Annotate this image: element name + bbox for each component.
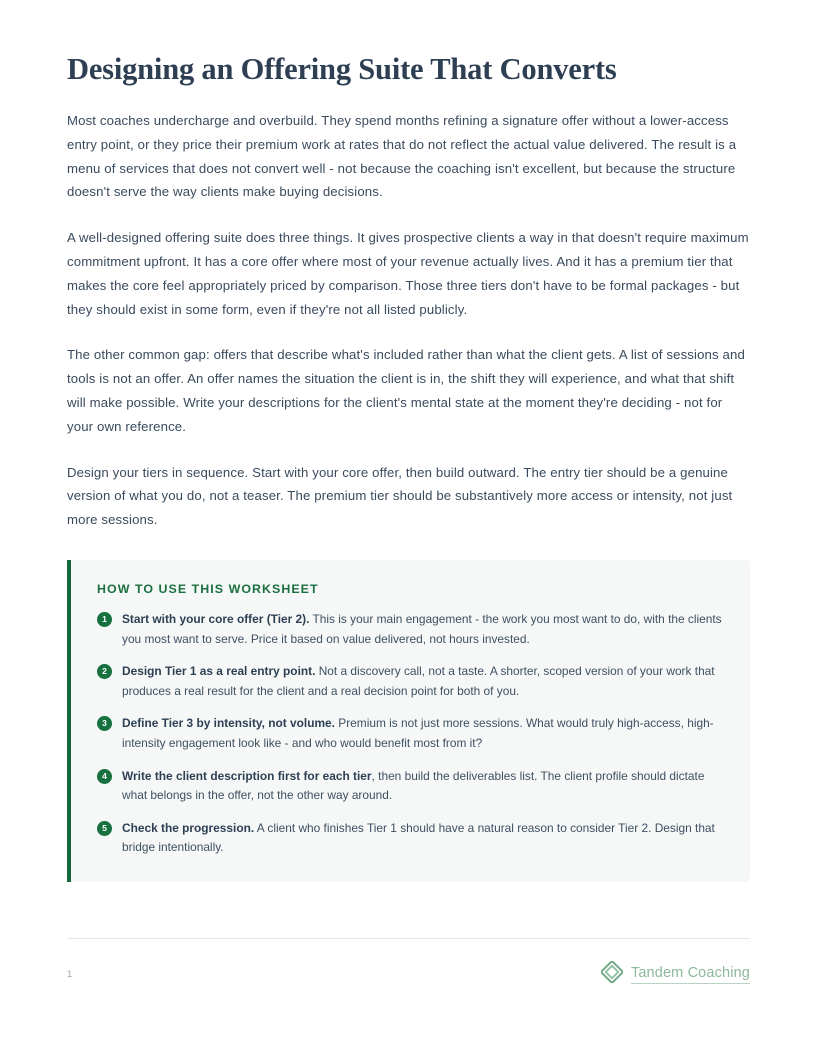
brand-name: Tandem Coaching [631,965,750,984]
callout-heading: HOW TO USE THIS WORKSHEET [97,582,319,597]
footer-row [67,961,750,988]
body-paragraph-1: Most coaches undercharge and overbuild. They spend months refining a signature offer without a lower-access entry point, or they price their premium work at rates that do not reflect the actual value delivered. The result is a menu of services that does not convert well - not because the coaching isn't excellent, but because the structure doesn't serve the way clients make buying decisions. [67,113,737,200]
list-item [97,819,722,858]
step-number-badge: 5 [97,821,112,836]
worksheet-callout [67,560,750,882]
body-paragraph-2: A well-designed offering suite does three things. It gives prospective clients a way in that doesn't require maximum commitment upfront. It has a core offer where most of your revenue actually lives. And it has a premium tier that makes the core feel appropriately priced by comparison. Those three tiers don't have to be formal packages - but they should exist in some form, even if they're not all listed publicly. [67,230,749,317]
list-item [97,662,722,701]
brand-logo [601,961,750,988]
document-content [67,52,750,882]
step-lead-text: Define Tier 3 by intensity, not volume. [122,716,335,731]
page-title: Designing an Offering Suite That Converts [67,52,617,86]
callout-step-list [97,610,722,858]
footer-divider [67,938,750,939]
body-paragraph-3: The other common gap: offers that describe what's included rather than what the client gets. A list of sessions and tools is not an offer. An offer names the situation the client is in, the shift they will experience, and what that shift will make possible. Write your descriptions for the client's mental state at the moment they're deciding - not for your own reference. [67,347,745,434]
body-paragraph-4: Design your tiers in sequence. Start with your core offer, then build outward. The entry tier should be a genuine version of what you do, not a teaser. The premium tier should be substantively more access or intensity, not just more sessions. [67,464,733,528]
list-item [97,767,722,806]
step-number-badge: 4 [97,769,112,784]
step-number-badge: 1 [97,612,112,627]
list-item [97,610,722,649]
step-number-badge: 2 [97,664,112,679]
list-item [97,714,722,753]
step-body-text: A client who finishes Tier 1 should have a natural reason to consider Tier 2. Design that bridge intentionally. [122,820,715,855]
page-number: 1 [67,969,73,980]
step-lead-text: Write the client description first for each tier [122,768,372,783]
page-footer [67,938,750,988]
step-number-badge: 3 [97,716,112,731]
step-lead-text: Design Tier 1 as a real entry point. [122,664,316,679]
diamond-logo-icon [601,961,623,988]
step-body-text: This is your main engagement - the work you most want to do, with the clients you most want to serve. Price it based on value delivered, not hours invested. [122,612,722,646]
step-body-text: Premium is not just more sessions. What would truly high-access, high-intensity engagement look like - and who would benefit most from it? [122,716,714,750]
step-body-text: Not a discovery call, not a taste. A shorter, scoped version of your work that produces a real result for the client and a real decision point for both of you. [122,664,715,698]
step-lead-text: Start with your core offer (Tier 2). [122,612,310,627]
step-body-text: , then build the deliverables list. The client profile should dictate what belongs in the offer, not the other way around. [122,768,705,803]
step-lead-text: Check the progression. [122,820,255,835]
